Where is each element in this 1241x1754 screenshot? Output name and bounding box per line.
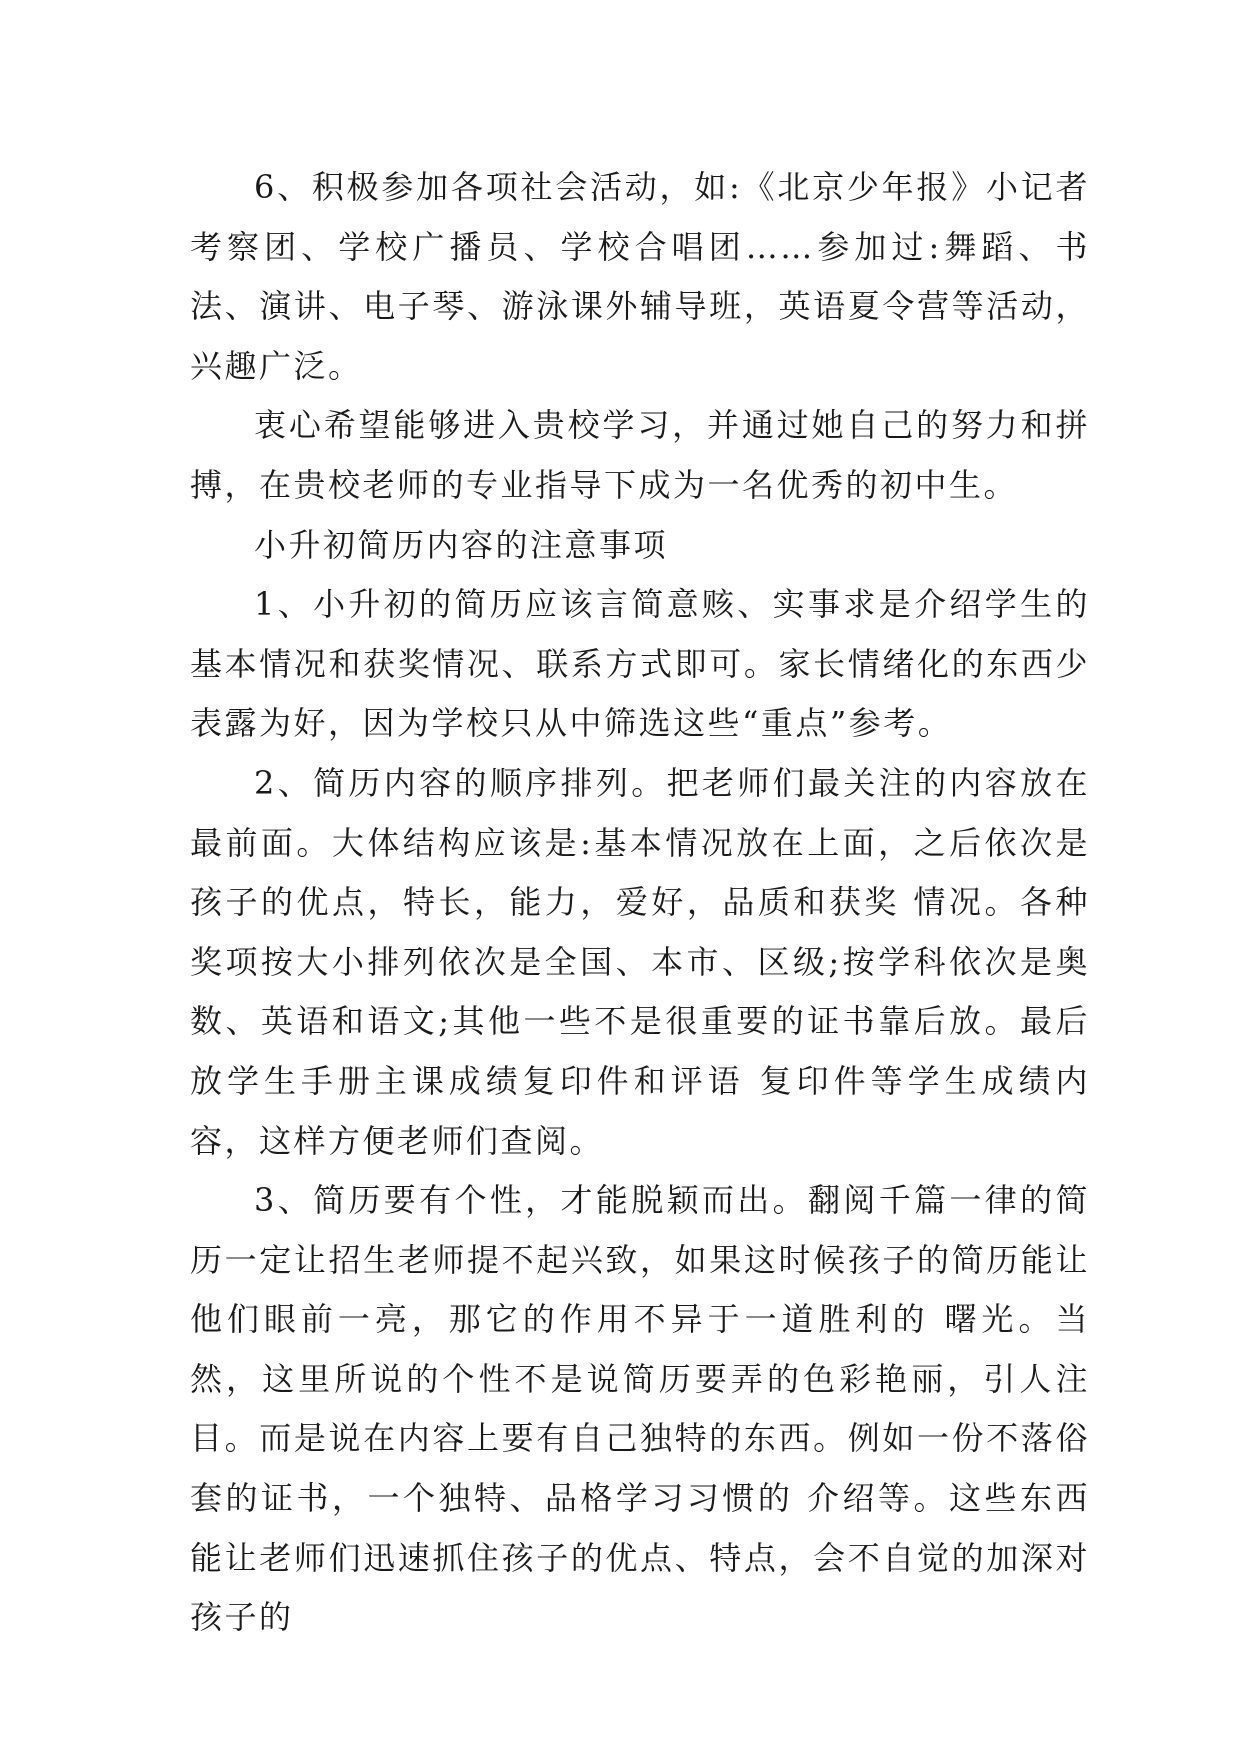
paragraph-hope: 衷心希望能够进入贵校学习，并通过她自己的努力和拼搏，在贵校老师的专业指导下成为一名优秀的初中生。 [190,406,1090,504]
paragraph-point-2: 2、简历内容的顺序排列。把老师们最关注的内容放在最前面。大体结构应该是:基本情况放在上面，之后依次是孩子的优点，特长，能力，爱好，品质和获奖 情况。各种奖项按大小排列依次是全国、本市、区级;按学科依次是奥数、英语和语文;其他一些不是很重要的证书靠后放。最后放学生手册主课成绩复印件和评语 复印件等学生成绩内容，这样方便老师们查阅。 [190,763,1090,1160]
paragraph-activities: 6、积极参加各项社会活动，如:《北京少年报》小记者考察团、学校广播员、学校合唱团……参加过:舞蹈、书法、演讲、电子琴、游泳课外辅导班，英语夏令营等活动，兴趣广泛。 [190,168,1090,385]
paragraph-point-1: 1、小升初的简历应该言简意赅、实事求是介绍学生的基本情况和获奖情况、联系方式即可。家长情绪化的东西少表露为好，因为学校只从中筛选这些“重点”参考。 [190,585,1090,743]
paragraph-point-3: 3、简历要有个性，才能脱颖而出。翻阅千篇一律的简历一定让招生老师提不起兴致，如果这时候孩子的简历能让他们眼前一亮，那它的作用不异于一道胜利的 曙光。当然，这里所说的个性不是说简历要弄的色彩艳丽，引人注目。而是说在内容上要有自己独特的东西。例如一份不落俗套的证书，一个独特、品格学习习惯的 介绍等。这些东西能让老师们迅速抓住孩子的优点、特点，会不自觉的加深对孩子的 [190,1181,1090,1637]
section-heading: 小升初简历内容的注意事项 [254,525,669,564]
document-body [190,158,1090,1648]
